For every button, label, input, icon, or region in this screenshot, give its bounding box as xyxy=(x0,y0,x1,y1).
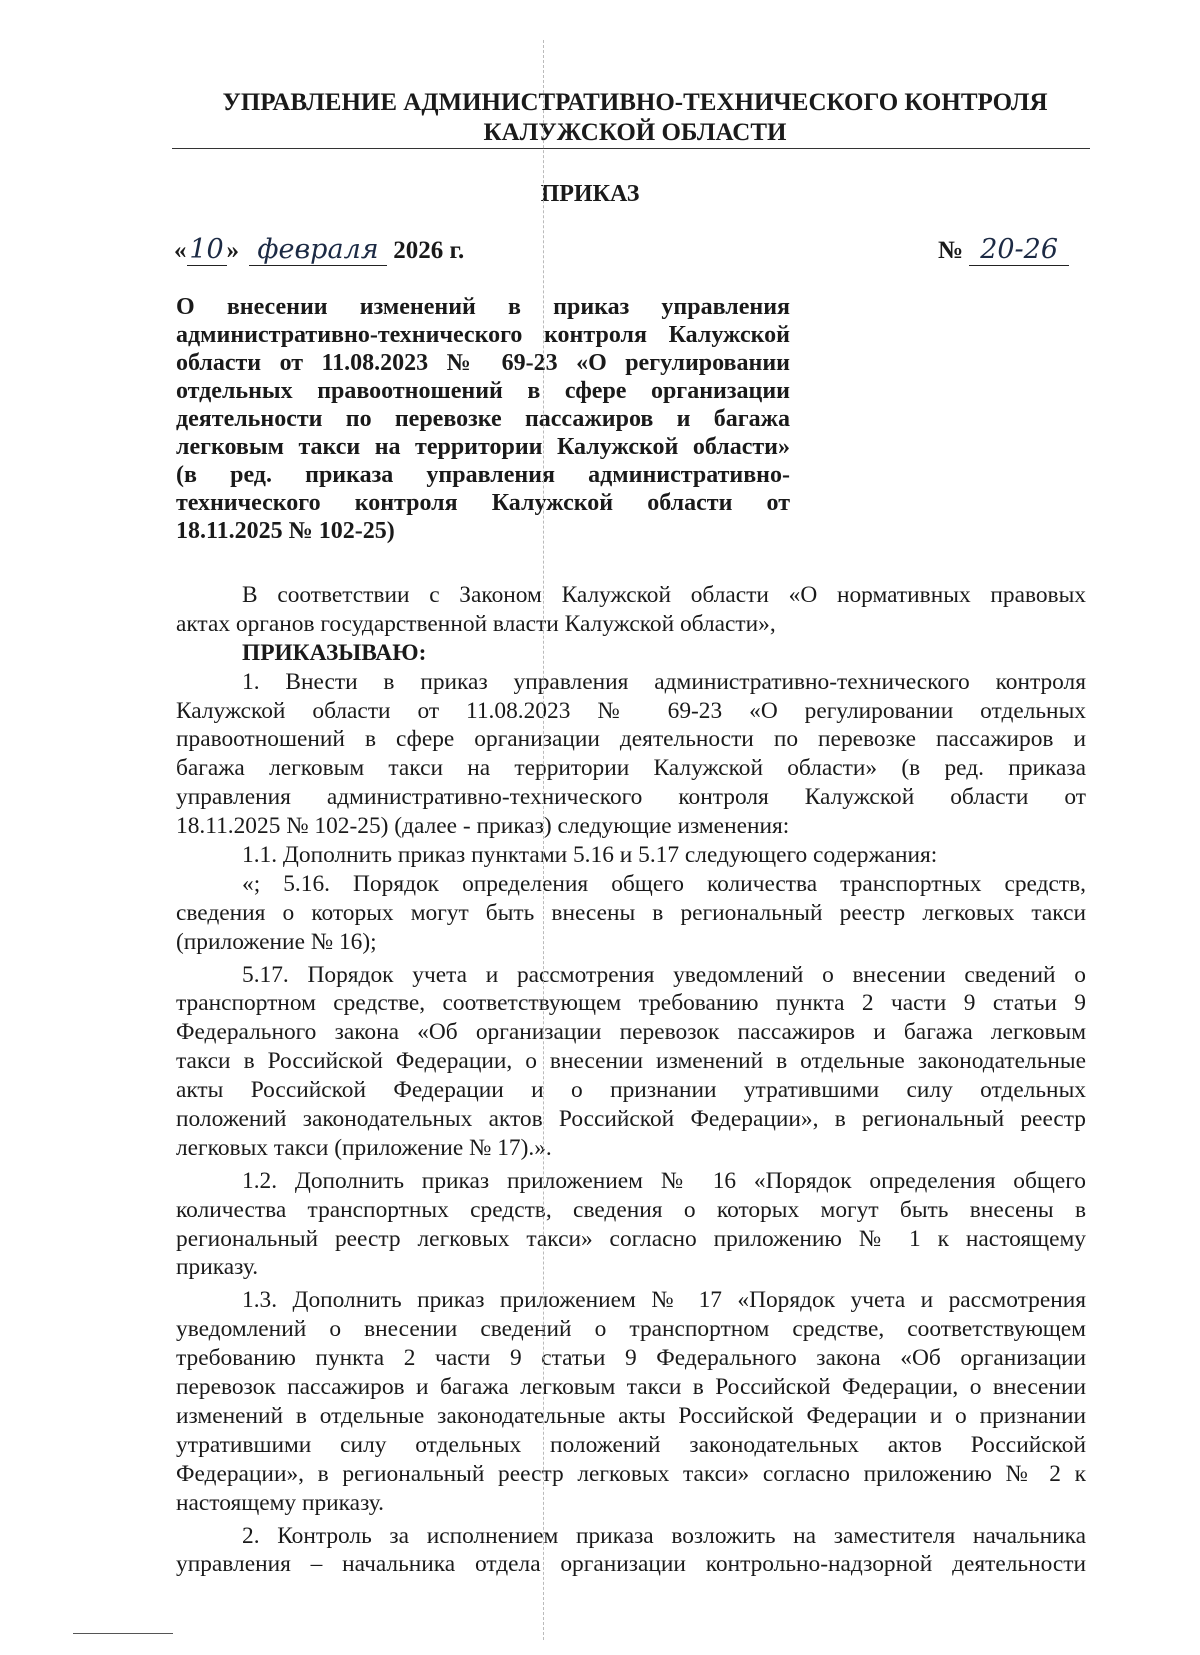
page-edge-stroke xyxy=(73,1633,173,1634)
body-line: положений законодательных актов Российской Федерации», в региональный реестр xyxy=(176,1106,1086,1133)
subject-line: (в ред. приказа управления административно- xyxy=(176,462,790,488)
body-line: 1.1. Дополнить приказ пунктами 5.16 и 5.17 следующего содержания: xyxy=(242,842,938,869)
handwritten-month: февраля xyxy=(249,234,387,266)
date-year: 2026 г. xyxy=(393,237,465,264)
subject-line: 18.11.2025 № 102-25) xyxy=(176,518,395,544)
subject-line: О внесении изменений в приказ управления xyxy=(176,294,790,320)
subject-line: деятельности по перевозке пассажиров и багажа xyxy=(176,406,790,432)
order-subject xyxy=(176,293,790,545)
subject-line: технического контроля Калужской области от xyxy=(176,490,790,516)
body-line: требованию пункта 2 части 9 статьи 9 Федерального закона «Об организации xyxy=(176,1345,1086,1372)
order-number xyxy=(938,234,1069,266)
body-line: приказу. xyxy=(176,1254,259,1281)
body-line: багажа легковым такси на территории Калужской области» (в ред. приказа xyxy=(176,755,1086,782)
body-line: 1. Внести в приказ управления административно-технического контроля xyxy=(242,668,1086,695)
subject-line: легковым такси на территории Калужской области» xyxy=(176,434,790,460)
body-line: Калужской области от 11.08.2023 № 69-23 «О регулировании отдельных xyxy=(176,697,1086,724)
subject-line: области от 11.08.2023 № 69-23 «О регулировании xyxy=(176,350,790,376)
body-line: акты Российской Федерации и о признании утратившими силу отдельных xyxy=(176,1077,1086,1104)
body-line: В соответствии с Законом Калужской области «О нормативных правовых xyxy=(242,582,1086,608)
handwritten-day: 10 xyxy=(187,234,227,266)
subject-line: отдельных правоотношений в сфере организации xyxy=(176,378,790,404)
body-line: перевозок пассажиров и багажа легковым такси в Российской Федерации, о внесении xyxy=(176,1374,1086,1401)
body-line: Федерального закона «Об организации перевозок пассажиров и багажа легковым xyxy=(176,1019,1086,1046)
header-divider xyxy=(172,148,1090,149)
body-line: утратившими силу отдельных положений законодательных актов Российской xyxy=(176,1431,1086,1458)
document-type-title: ПРИКАЗ xyxy=(540,181,640,207)
number-label: № xyxy=(938,237,964,264)
body-line: ПРИКАЗЫВАЮ: xyxy=(242,639,427,666)
order-date xyxy=(174,234,464,266)
subject-line: административно-технического контроля Калужской xyxy=(176,322,790,348)
body-line: правоотношений в сфере организации деятельности по перевозке пассажиров и xyxy=(176,726,1086,753)
body-line: 2. Контроль за исполнением приказа возложить на заместителя начальника xyxy=(242,1522,1086,1549)
body-line: 1.3. Дополнить приказ приложением № 17 «Порядок учета и рассмотрения xyxy=(242,1287,1086,1314)
body-line: Федерации», в региональный реестр легковых такси» согласно приложению № 2 к xyxy=(176,1460,1086,1487)
body-line: 1.2. Дополнить приказ приложением № 16 «Порядок определения общего xyxy=(242,1167,1086,1194)
date-close-quote: » xyxy=(226,237,239,264)
body-line: «; 5.16. Порядок определения общего количества транспортных средств, xyxy=(242,870,1086,897)
body-line: настоящему приказу. xyxy=(176,1489,385,1516)
body-line: уведомлений о внесении сведений о транспортном средстве, соответствующем xyxy=(176,1316,1086,1343)
body-line: легковых такси (приложение № 17).». xyxy=(176,1134,552,1161)
handwritten-number: 20-26 xyxy=(969,234,1069,266)
body-line: количества транспортных средств, сведения о которых могут быть внесены в xyxy=(176,1196,1086,1223)
scan-fold-mark xyxy=(543,40,544,1640)
body-line: управления административно-технического контроля Калужской области от xyxy=(176,784,1086,811)
order-body xyxy=(176,581,1086,1579)
body-line: транспортном средстве, соответствующем требованию пункта 2 части 9 статьи 9 xyxy=(176,990,1086,1017)
date-open-quote: « xyxy=(174,237,187,264)
body-line: изменений в отдельные законодательные акты Российской Федерации и о признании xyxy=(176,1402,1086,1429)
body-line: управления – начальника отдела организации контрольно-надзорной деятельности xyxy=(176,1551,1086,1578)
body-line: 18.11.2025 № 102-25) (далее - приказ) следующие изменения: xyxy=(176,813,790,840)
body-line: актах органов государственной власти Калужской области», xyxy=(176,610,776,637)
organization-name-line-1: УПРАВЛЕНИЕ АДМИНИСТРАТИВНО-ТЕХНИЧЕСКОГО КОНТРОЛЯ xyxy=(222,89,1048,116)
body-line: региональный реестр легковых такси» согласно приложению № 1 к настоящему xyxy=(176,1225,1086,1252)
body-line: (приложение № 16); xyxy=(176,928,377,955)
organization-name-line-2: КАЛУЖСКОЙ ОБЛАСТИ xyxy=(483,119,787,146)
body-line: 5.17. Порядок учета и рассмотрения уведомлений о внесении сведений о xyxy=(242,961,1086,988)
body-line: сведения о которых могут быть внесены в региональный реестр легковых такси xyxy=(176,899,1086,926)
body-line: такси в Российской Федерации, о внесении изменений в отдельные законодательные xyxy=(176,1048,1086,1075)
